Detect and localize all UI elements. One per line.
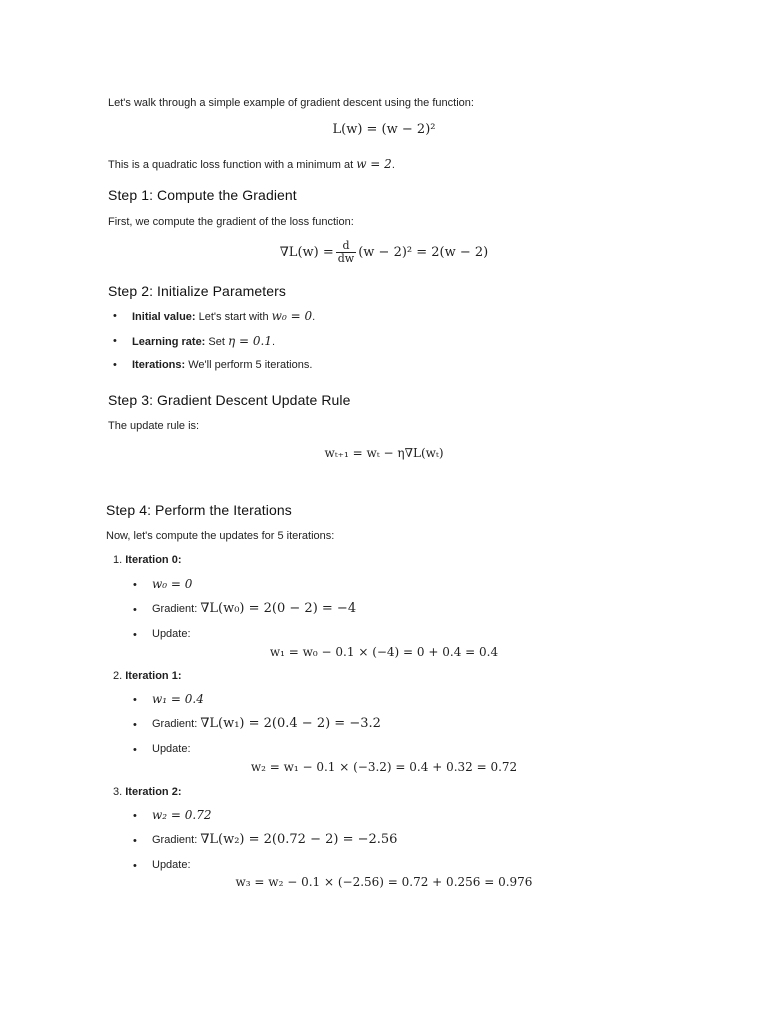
item-text: Let's start with [198, 311, 269, 323]
iteration-title: Iteration 2: [125, 786, 182, 798]
intro-text: Let's walk through a simple example of gradient descent using the function: [108, 97, 474, 109]
step2-item-initial [132, 309, 315, 324]
gradient-equation [0, 240, 768, 265]
step3-text: The update rule is: [108, 420, 200, 432]
iteration-1-header [113, 669, 181, 683]
update-rule-equation: wₜ₊₁ = wₜ − η∇L(wₜ) [324, 446, 444, 460]
update-equation: w₁ = w₀ − 0.1 × (−4) = 0 + 0.4 = 0.4 [269, 645, 499, 659]
step1-text: First, we compute the gradient of the loss function: [108, 216, 354, 228]
item-end: . [312, 311, 316, 323]
minimum-math: w = 2 [356, 157, 392, 171]
gradient-label: Gradient: [152, 834, 198, 846]
iteration-title: Iteration 1: [125, 670, 182, 682]
step4-text: Now, let's compute the updates for 5 iterations: [106, 530, 335, 542]
bullet-dot: • [133, 694, 137, 706]
iteration-value: w₁ = 0.4 [152, 692, 204, 706]
bullet-dot: • [133, 604, 137, 616]
iteration-value: w₀ = 0 [152, 577, 193, 591]
step2-item-iterations [132, 358, 312, 372]
step1-heading: Step 1: Compute the Gradient [108, 187, 297, 203]
item-label: Initial value: [132, 311, 196, 323]
item-label: Learning rate: [132, 336, 206, 348]
iteration-gradient [152, 602, 356, 616]
bullet-dot: • [133, 719, 137, 731]
bullet-dot: • [113, 359, 117, 371]
item-math: w₀ = 0 [271, 309, 313, 323]
gradient-eq-left: ∇L(w) = [279, 245, 334, 260]
item-math: η = 0.1 [228, 334, 272, 348]
gradient-math: ∇L(w₂) = 2(0.72 − 2) = −2.56 [200, 832, 398, 847]
quadratic-text: This is a quadratic loss function with a minimum at w = 2. [108, 157, 395, 171]
update-label: Update: [152, 859, 191, 871]
gradient-math: ∇L(w₁) = 2(0.4 − 2) = −3.2 [200, 716, 381, 731]
iteration-number: 3. [113, 786, 123, 798]
update-equation: w₃ = w₂ − 0.1 × (−2.56) = 0.72 + 0.256 = 0.976 [235, 875, 533, 889]
step4-heading: Step 4: Perform the Iterations [106, 502, 292, 518]
update-label: Update: [152, 743, 191, 755]
step2-item-learning-rate [132, 334, 275, 349]
iteration-0-header [113, 553, 181, 567]
bullet-dot: • [133, 579, 137, 591]
loss-equation: L(w) = (w − 2)² [332, 122, 436, 137]
update-equation: w₂ = w₁ − 0.1 × (−3.2) = 0.4 + 0.32 = 0.72 [250, 760, 518, 774]
update-label: Update: [152, 628, 191, 640]
bullet-dot: • [113, 335, 117, 347]
gradient-eq-right: (w − 2)² = 2(w − 2) [358, 245, 489, 260]
iteration-number: 2. [113, 670, 123, 682]
item-text: We'll perform 5 iterations. [188, 359, 313, 371]
bullet-dot: • [133, 629, 137, 641]
bullet-dot: • [133, 860, 137, 872]
bullet-dot: • [133, 835, 137, 847]
bullet-dot: • [113, 310, 117, 322]
gradient-math: ∇L(w₀) = 2(0 − 2) = −4 [200, 601, 357, 616]
gradient-label: Gradient: [152, 718, 198, 730]
iteration-number: 1. [113, 554, 123, 566]
frac-denominator: dw [337, 252, 355, 265]
quadratic-text-body: This is a quadratic loss function with a minimum at [108, 159, 354, 171]
iteration-value: w₂ = 0.72 [152, 808, 212, 822]
frac-numerator: d [336, 240, 356, 253]
bullet-dot: • [133, 744, 137, 756]
iteration-title: Iteration 0: [125, 554, 182, 566]
iteration-2-header [113, 785, 181, 799]
item-text: Set [208, 336, 225, 348]
iteration-gradient [152, 717, 381, 731]
gradient-label: Gradient: [152, 603, 198, 615]
derivative-fraction [336, 240, 356, 265]
item-label: Iterations: [132, 359, 186, 371]
step2-heading: Step 2: Initialize Parameters [108, 283, 286, 299]
step3-heading: Step 3: Gradient Descent Update Rule [108, 392, 351, 408]
iteration-gradient [152, 833, 397, 847]
item-end: . [271, 336, 276, 348]
bullet-dot: • [133, 810, 137, 822]
